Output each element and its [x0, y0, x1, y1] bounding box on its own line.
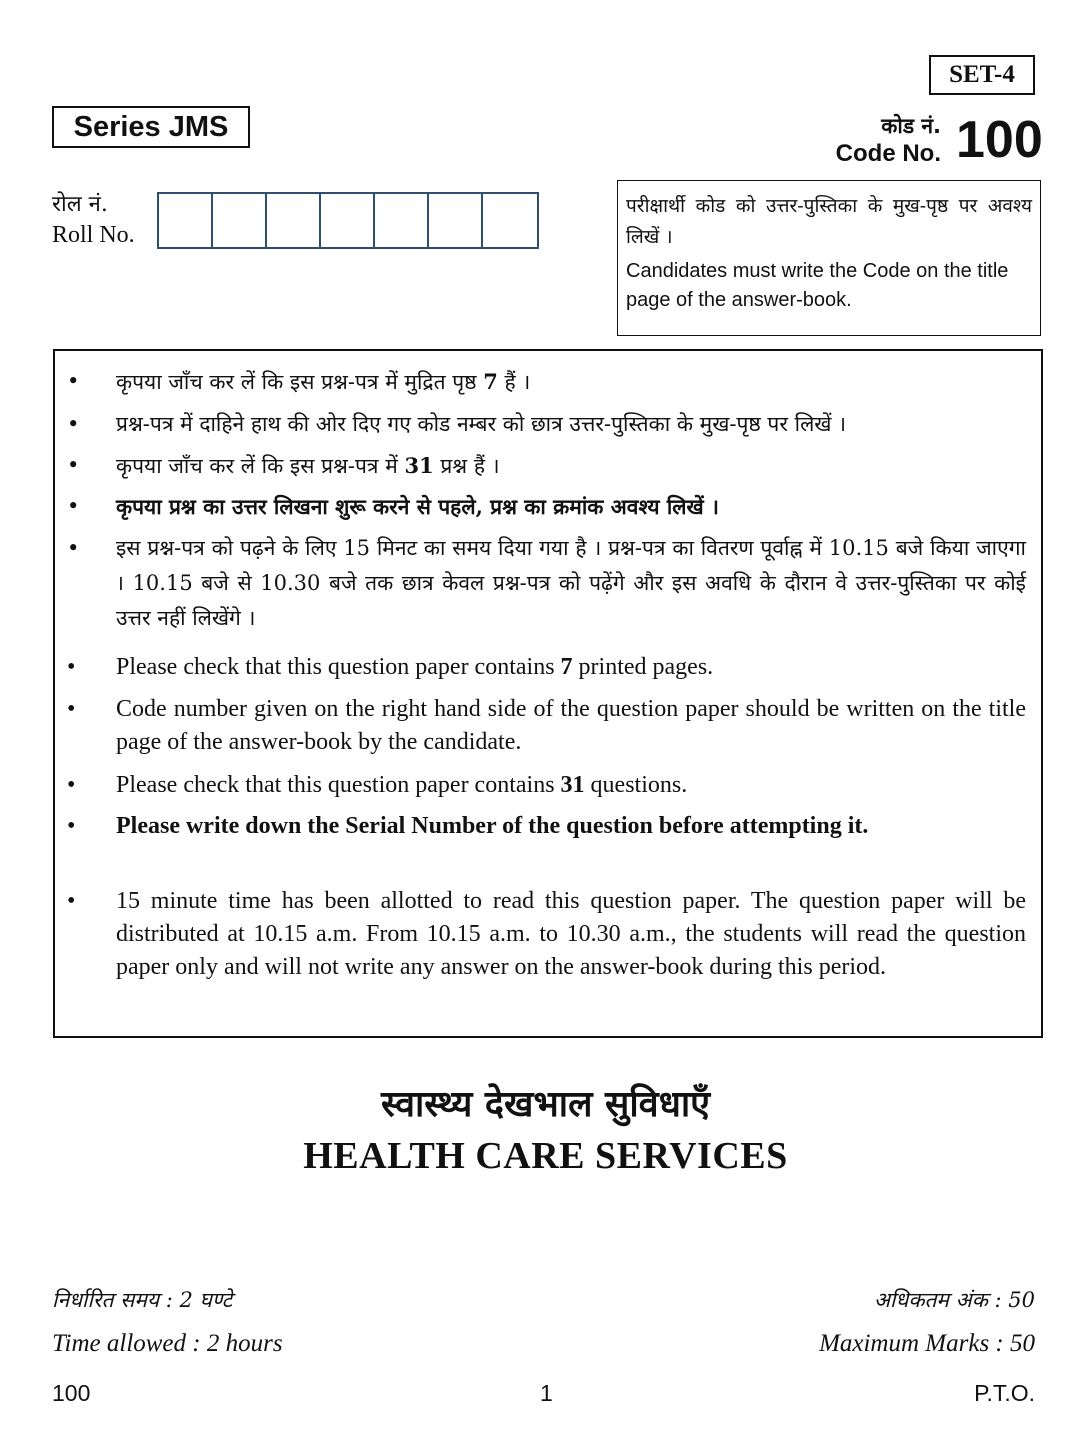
- candidate-note-hindi: परीक्षार्थी कोड को उत्तर-पुस्तिका के मुख-पृष्ठ पर अवश्य लिखें ।: [626, 195, 1032, 248]
- instruction-text: [116, 769, 1026, 802]
- page-number: 1: [540, 1380, 553, 1406]
- maximum-marks-hindi: अधिकतम अंक : 50: [873, 1288, 1035, 1312]
- instruction-fragment: प्रश्न हैं ।: [433, 454, 500, 478]
- instructions-box: [53, 349, 1043, 1038]
- series-label: Series JMS: [52, 106, 250, 148]
- roll-digit-cell[interactable]: [159, 194, 213, 247]
- roll-label-hindi: रोल नं.: [52, 192, 108, 217]
- instruction-fragment: कृपया जाँच कर लें कि इस प्रश्न-पत्र में मुद्रित पृष्ठ: [116, 370, 484, 394]
- subject-title-english: HEALTH CARE SERVICES: [303, 1135, 788, 1177]
- code-number: 100: [956, 111, 1043, 169]
- roll-digit-cell[interactable]: [321, 194, 375, 247]
- instruction-fragment: questions.: [584, 772, 688, 798]
- candidate-note-box: [617, 180, 1041, 336]
- instruction-text: [116, 489, 1026, 524]
- roll-label-english: Roll No.: [52, 222, 135, 248]
- bullet-icon: •: [67, 772, 76, 798]
- maximum-marks-english: Maximum Marks : 50: [819, 1330, 1035, 1357]
- instruction-fragment: कृपया प्रश्न का उत्तर लिखना शुरू करने से पहले, प्रश्न का क्रमांक अवश्य लिखें ।: [116, 494, 719, 519]
- instruction-fragment: Code number given on the right hand side of the question paper should be written on the title page of the answer-book by the candidate.: [116, 696, 1026, 755]
- instruction-text: [116, 651, 1026, 684]
- pto-label: P.T.O.: [974, 1380, 1035, 1406]
- roll-digit-cell[interactable]: [483, 194, 537, 247]
- bullet-icon: •: [67, 888, 76, 914]
- instruction-fragment: Please write down the Serial Number of the question before attempting it.: [116, 813, 869, 839]
- highlight-number: 7: [483, 369, 498, 394]
- bullet-icon: •: [67, 494, 80, 518]
- bullet-icon: •: [67, 654, 76, 680]
- highlight-number: 31: [404, 453, 434, 478]
- instruction-text: [116, 810, 1026, 843]
- instruction-fragment: Please check that this question paper contains: [116, 772, 561, 798]
- instruction-fragment: इस प्रश्न-पत्र को पढ़ने के लिए 15 मिनट का समय दिया गया है । प्रश्न-पत्र का वितरण पूर्वाह्न में 10.15 बजे किया जाएगा । 10.15 बजे से 10.30 बजे तक छात्र केवल प्रश्न-पत्र को पढ़ेंगे और इस अवधि के दौरान वे उत्तर-पुस्तिका पर कोई उत्तर नहीं लिखेंगे ।: [116, 536, 1026, 630]
- time-allowed-english: Time allowed : 2 hours: [52, 1330, 283, 1357]
- instruction-text: [116, 407, 1026, 442]
- instruction-text: [116, 448, 1026, 484]
- bullet-icon: •: [67, 453, 80, 477]
- instruction-fragment: printed pages.: [572, 654, 714, 680]
- instruction-fragment: 15 minute time has been allotted to read this question paper. The question paper will be distributed at 10.15 a.m. From 10.15 a.m. to 10.30 a.m., the students will read the question paper only and will not write any answer on the answer-book during this period.: [116, 888, 1026, 980]
- instruction-fragment: हैं ।: [497, 370, 531, 394]
- subject-title-hindi: स्वास्थ्य देखभाल सुविधाएँ: [380, 1083, 711, 1125]
- bullet-icon: •: [67, 412, 80, 436]
- highlight-number: 31: [560, 772, 585, 798]
- code-label-english: Code No.: [835, 140, 941, 167]
- instruction-text: [116, 364, 1026, 400]
- instruction-fragment: Please check that this question paper contains: [116, 654, 561, 680]
- roll-digit-cell[interactable]: [213, 194, 267, 247]
- candidate-note-english: Candidates must write the Code on the title page of the answer-book.: [626, 260, 1009, 311]
- bullet-icon: •: [67, 536, 80, 560]
- bullet-icon: •: [67, 696, 76, 722]
- bullet-icon: •: [67, 369, 80, 393]
- instruction-fragment: प्रश्न-पत्र में दाहिने हाथ की ओर दिए गए कोड नम्बर को छात्र उत्तर-पुस्तिका के मुख-पृष्ठ पर लिखें ।: [116, 412, 847, 436]
- code-label-hindi: कोड नं.: [881, 114, 941, 138]
- instruction-text: [116, 531, 1026, 636]
- footer-code: 100: [52, 1380, 91, 1406]
- highlight-number: 7: [560, 654, 573, 680]
- bullet-icon: •: [67, 813, 76, 839]
- set-label: SET-4: [929, 55, 1035, 95]
- roll-digit-cell[interactable]: [429, 194, 483, 247]
- time-allowed-hindi: निर्धारित समय : 2 घण्टे: [52, 1288, 233, 1312]
- roll-number-grid[interactable]: [157, 192, 539, 249]
- instruction-text: [116, 693, 1026, 759]
- roll-digit-cell[interactable]: [375, 194, 429, 247]
- roll-digit-cell[interactable]: [267, 194, 321, 247]
- instruction-fragment: कृपया जाँच कर लें कि इस प्रश्न-पत्र में: [116, 454, 405, 478]
- instruction-text: [116, 885, 1026, 984]
